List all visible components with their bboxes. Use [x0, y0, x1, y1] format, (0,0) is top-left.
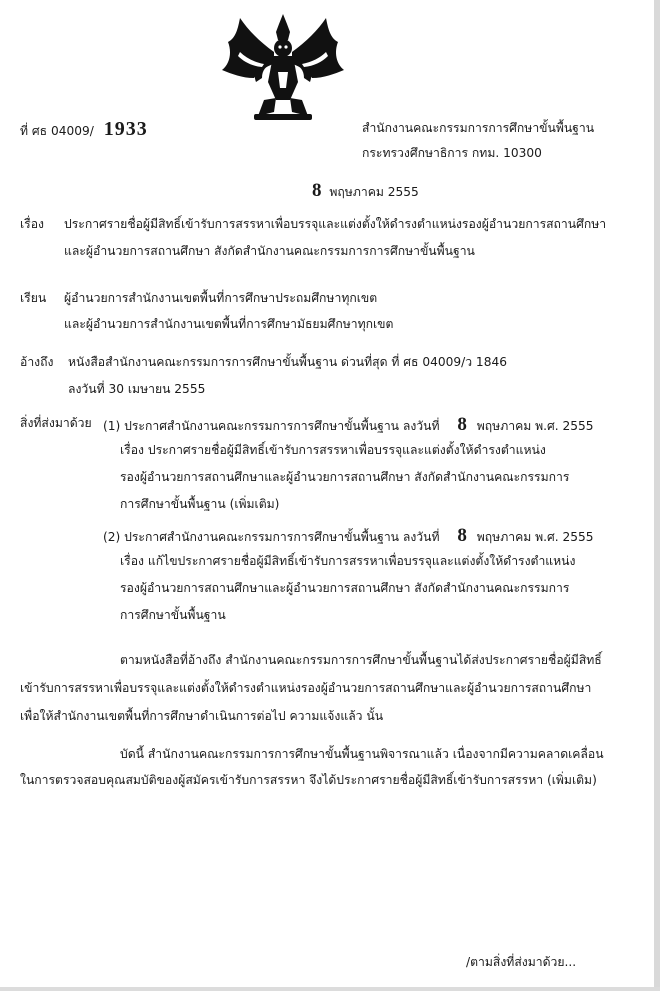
attachment-2-date: พฤษภาคม พ.ศ. 2555	[476, 530, 594, 544]
org-name: สำนักงานคณะกรรมการการศึกษาขั้นพื้นฐาน	[362, 121, 595, 135]
subject-label: เรื่อง	[20, 217, 44, 231]
to-line-2: และผู้อำนวยการสำนักงานเขตพื้นที่การศึกษามัธยมศึกษาทุกเขต	[64, 317, 394, 331]
reference-label: อ้างถึง	[20, 355, 54, 369]
ref-prefix: ที่ ศธ 04009/	[20, 124, 94, 138]
to-label: เรียน	[20, 291, 47, 305]
subject-line-2: และผู้อำนวยการสถานศึกษา สังกัดสำนักงานคณะกรรมการการศึกษาขั้นพื้นฐาน	[64, 244, 475, 258]
attachment-1-line-2: เรื่อง ประกาศรายชื่อผู้มีสิทธิ์เข้ารับการสรรหาเพื่อบรรจุและแต่งตั้งให้ดำรงตำแหน่ง	[120, 443, 546, 457]
attachments-label: สิ่งที่ส่งมาด้วย	[20, 416, 92, 430]
ref-number: 1933	[103, 118, 148, 140]
attachment-2-line-3: รองผู้อำนวยการสถานศึกษาและผู้อำนวยการสถานศึกษา สังกัดสำนักงานคณะกรรมการ	[120, 581, 570, 595]
attachment-1-date: พฤษภาคม พ.ศ. 2555	[476, 419, 594, 433]
attachment-2-line-4: การศึกษาขั้นพื้นฐาน	[120, 608, 226, 622]
subject-line-1: ประกาศรายชื่อผู้มีสิทธิ์เข้ารับการสรรหาเพื่อบรรจุและแต่งตั้งให้ดำรงตำแหน่งรองผู้อำนวยการสถานศึกษา	[64, 217, 607, 231]
attachment-2-title: (2) ประกาศสำนักงานคณะกรรมการการศึกษาขั้นพื้นฐาน ลงวันที่	[103, 530, 440, 544]
body-paragraph-2-line-1: บัดนี้ สำนักงานคณะกรรมการการศึกษาขั้นพื้นฐานพิจารณาแล้ว เนื่องจากมีความคลาดเคลื่อน	[120, 747, 604, 761]
reference-number	[20, 118, 148, 141]
attachment-2-day: 8	[457, 525, 467, 546]
scan-edge-right	[654, 0, 660, 991]
body-paragraph-2-line-2: ในการตรวจสอบคุณสมบัติของผู้สมัครเข้ารับการสรรหา จึงได้ประกาศรายชื่อผู้มีสิทธิ์เข้ารับการสรรหา (เพิ่มเติม)	[20, 773, 597, 787]
body-paragraph-1-line-1: ตามหนังสือที่อ้างถึง สำนักงานคณะกรรมการการศึกษาขั้นพื้นฐานได้ส่งประกาศรายชื่อผู้มีสิทธิ์	[120, 653, 602, 667]
letter-date	[312, 180, 419, 202]
date-month-year: พฤษภาคม 2555	[329, 185, 419, 199]
attachment-1-line-1	[103, 414, 594, 436]
body-paragraph-1-line-2: เข้ารับการสรรหาเพื่อบรรจุและแต่งตั้งให้ดำรงตำแหน่งรองผู้อำนวยการสถานศึกษาและผู้อำนวยการสถานศึกษา	[20, 681, 592, 695]
scan-edge-bottom	[0, 987, 660, 991]
continuation-note: /ตามสิ่งที่ส่งมาด้วย...	[466, 955, 577, 969]
date-day: 8	[312, 180, 322, 201]
garuda-emblem-icon	[218, 12, 348, 124]
reference-line-2: ลงวันที่ 30 เมษายน 2555	[68, 382, 206, 396]
attachment-2-line-1	[103, 525, 594, 547]
org-address: กระทรวงศึกษาธิการ กทม. 10300	[362, 146, 542, 160]
attachment-1-line-3: รองผู้อำนวยการสถานศึกษาและผู้อำนวยการสถานศึกษา สังกัดสำนักงานคณะกรรมการ	[120, 470, 570, 484]
attachment-2-line-2: เรื่อง แก้ไขประกาศรายชื่อผู้มีสิทธิ์เข้ารับการสรรหาเพื่อบรรจุและแต่งตั้งให้ดำรงตำแหน่ง	[120, 554, 576, 568]
reference-line-1: หนังสือสำนักงานคณะกรรมการการศึกษาขั้นพื้นฐาน ด่วนที่สุด ที่ ศธ 04009/ว 1846	[68, 355, 507, 369]
attachment-1-title: (1) ประกาศสำนักงานคณะกรรมการการศึกษาขั้นพื้นฐาน ลงวันที่	[103, 419, 440, 433]
to-line-1: ผู้อำนวยการสำนักงานเขตพื้นที่การศึกษาประถมศึกษาทุกเขต	[64, 291, 378, 305]
attachment-1-day: 8	[457, 414, 467, 435]
attachment-1-line-4: การศึกษาขั้นพื้นฐาน (เพิ่มเติม)	[120, 497, 280, 511]
body-paragraph-1-line-3: เพื่อให้สำนักงานเขตพื้นที่การศึกษาดำเนินการต่อไป ความแจ้งแล้ว นั้น	[20, 709, 384, 723]
